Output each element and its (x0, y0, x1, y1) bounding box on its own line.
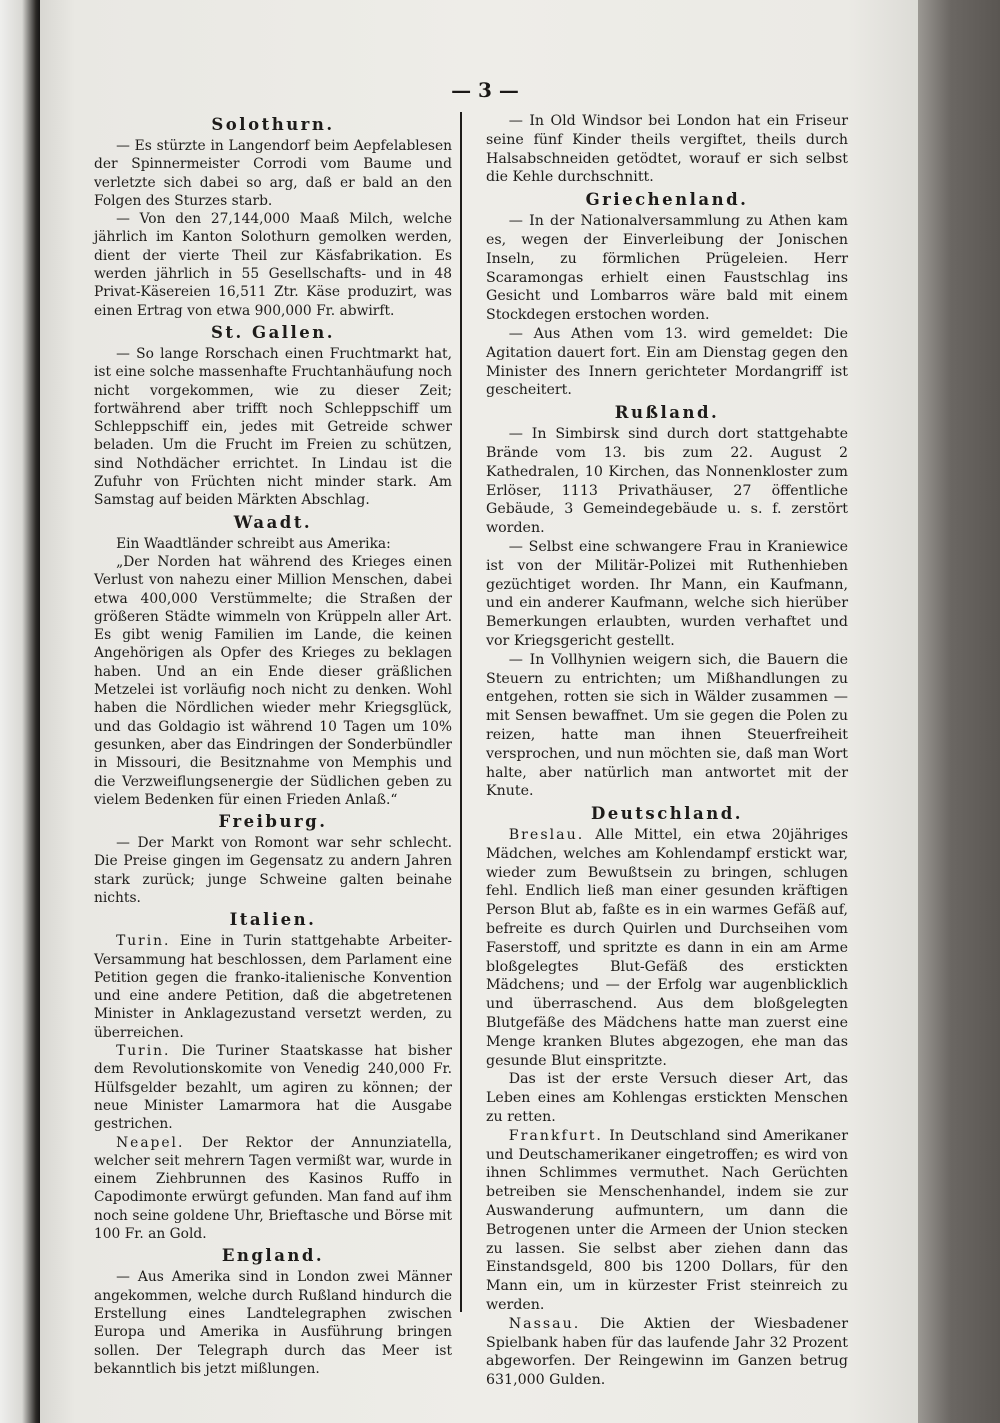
paragraph-text: Ein Waadtländer schreibt aus Amerika: (116, 535, 391, 552)
section-heading: Deutschland. (591, 804, 743, 824)
scan-right-margin (918, 0, 1000, 1423)
paragraph-text: — Es stürzte in Langendorf beim Aepfelablesen der Spinnermeister Corrodi vom Baume und verletzte sich dabei so arg, daß er bald an den Folgen des Sturzes starb. (94, 138, 452, 209)
paragraph-text: — In Simbirsk sind durch dort stattgehabte Brände vom 13. bis zum 22. August 2 Kathedralen, 10 Kirchen, das Nonnenkloster zum Erlöser, 1113 Privathäuser, 27 öffentliche Gebäude, 3 Gemeindegebäude u. s. f. zerstört worden. (486, 426, 848, 537)
paragraph-text: — In der Nationalversammlung zu Athen kam es, wegen der Einverleibung der Jonischen Inseln, zu förmlichen Prügeleien. Herr Scaramongas erhielt einen Faustschlag ins Gesicht und Lombarros wäre bald mit einem Stockdegen erstochen worden. (486, 213, 848, 324)
paragraph-text: — Der Markt von Romont war sehr schlecht. Die Preise gingen im Gegensatz zu andern Jahren stark zurück; junge Schweine galten beinahe nichts. (94, 835, 452, 906)
paragraph-text: — Selbst eine schwangere Frau in Kraniewice ist von der Militär-Polizei mit Ruthenhieben gezüchtiget worden. Ihr Mann, ein Kaufmann, und ein anderer Kaufmann, welche sich hierüber Bemerkungen erlaubten, wurden verhaftet und vor Kriegsgericht gestellt. (486, 538, 848, 649)
section-heading: England. (221, 1246, 325, 1266)
section-heading: Freiburg. (218, 812, 328, 832)
paragraph-text: — In Old Windsor bei London hat ein Friseur seine fünf Kinder theils vergiftet, theils durch Halsabschneiden getödtet, worauf er sich selbst die Kehle durchschnitt. (486, 113, 848, 186)
paragraph-text: Die Aktien der Wiesbadener Spielbank haben für das laufende Jahr 32 Prozent abgeworfen. Der Reingewinn im Ganzen betrug 631,000 Gulden. (486, 1315, 848, 1389)
article-paragraph (94, 1268, 452, 1378)
scan-binding-edge (0, 0, 40, 1423)
right-column (486, 112, 848, 1390)
dateline: Nassau. (508, 1315, 581, 1332)
article-paragraph (486, 1070, 848, 1126)
left-column (94, 112, 452, 1378)
page-number: — 3 — (451, 78, 519, 102)
article-paragraph (94, 535, 452, 553)
section-heading: Griechenland. (585, 190, 749, 210)
dateline: Neapel. (116, 1134, 185, 1151)
paragraph-text: Das ist der erste Versuch dieser Art, das Leben eines am Kohlengas erstickten Menschen zu retten. (486, 1071, 848, 1126)
dateline: Breslau. (508, 827, 585, 844)
paragraph-text: — Aus Athen vom 13. wird gemeldet: Die Agitation dauert fort. Ein am Dienstag gegen den Minister des Innern gerichteter Mordangriff ist gescheitert. (486, 325, 848, 399)
dateline: Turin. (116, 1043, 171, 1060)
article-paragraph (94, 1042, 452, 1133)
column-divider (460, 112, 462, 1312)
article-paragraph (94, 137, 452, 210)
paragraph-text: „Der Norden hat während des Krieges einen Verlust von nahezu einer Million Menschen, dabei etwa 400,000 Verstümmelte; die Straßen der größeren Städte wimmeln von Krüppeln aller Art. Es gibt wenig Familien im Lande, die keinen Angehörigen als Opfer des Krieges zu beklagen haben. Und an ein Ende dieser gräßlichen Metzelei ist vorläufig noch nicht zu denken. Wohl haben die Nördlichen wieder mehr Kriegsglück, und das Goldagio ist während 10 Tagen um 10% gesunken, aber das Eindringen der Sonderbündler in Missouri, die Besitznahme von Memphis und die Verzweiflungsenergie der Südlichen geben zu vielem Bedenken für einen Frieden Anlaß.“ (94, 553, 452, 808)
article-paragraph (486, 325, 848, 400)
article-paragraph (94, 834, 452, 907)
article-paragraph (486, 538, 848, 651)
article-paragraph (94, 345, 452, 510)
paragraph-text: Die Turiner Staatskasse hat bisher dem Revolutionskomite von Venedig 240,000 Fr. Hülfsgelder bezahlt, um agiren zu können; der neue Minister Lamarmora hat die Ausgabe gestrichen. (94, 1043, 452, 1133)
article-paragraph (486, 212, 848, 325)
article-paragraph (486, 1315, 848, 1390)
dateline: Turin. (116, 933, 171, 950)
paragraph-text: — In Vollhynien weigern sich, die Bauern die Steuern zu entrichten; um Mißhandlungen zu entgehen, rotten sie sich in Wälder zusammen — mit Sensen bewaffnet. Um sie gegen die Polen zu reizen, hatte man ihnen Steuerfreiheit versprochen, und nun möchten sie, daß man Wort halte, aber natürlich man antwortet mit der Knute. (486, 651, 848, 800)
article-paragraph (486, 112, 848, 187)
paragraph-text: — So lange Rorschach einen Fruchtmarkt hat, ist eine solche massenhafte Fruchtanhäufung noch nicht vorgekommen, wie zu dieser Zeit; fortwährend aber trifft noch Schleppschiff um Schleppschiff ein, jedes mit Getreide schwer beladen. Um die Frucht im Freien zu schützen, sind Nothdächer errichtet. In Lindau ist die Zufuhr von Früchten nicht minder stark. Am Samstag auf beiden Märkten Abschlag. (94, 345, 452, 509)
section-heading: St. Gallen. (210, 322, 336, 342)
paragraph-text: Eine in Turin stattgehabte Arbeiter-Versammung hat beschlossen, dem Parlament eine Petition gegen die franko-italienische Konvention und eine andere Petition, daß die abgetretenen Minister in Anklagezustand versetzt werden, zu überreichen. (94, 933, 452, 1041)
section-heading: Rußland. (614, 403, 720, 423)
article-paragraph (94, 553, 452, 809)
section-heading: Waadt. (233, 512, 313, 532)
section-heading: Solothurn. (211, 115, 335, 134)
article-paragraph (486, 826, 848, 1070)
article-paragraph (486, 1127, 848, 1315)
article-paragraph (94, 1134, 452, 1244)
paragraph-text: — Von den 27,144,000 Maaß Milch, welche jährlich im Kanton Solothurn gemolken werden, dient der vierte Theil zur Käsfabrikation. Es werden jährlich in 55 Gesellschafts- und in 48 Privat-Käsereien 16,511 Ztr. Käse produzirt, was einen Ertrag von etwa 900,000 Fr. abwirft. (94, 211, 452, 319)
article-paragraph (94, 932, 452, 1042)
article-paragraph (94, 210, 452, 320)
article-paragraph (486, 425, 848, 538)
paragraph-text: Der Rektor der Annunziatella, welcher seit mehrern Tagen vermißt war, wurde in einem Ziehbrunnen des Kasinos Ruffo in Capodimonte erwürgt gefunden. Man fand auf ihm noch seine goldene Uhr, Brieftasche und Börse mit 100 Fr. an Gold. (94, 1134, 452, 1243)
section-heading: Italien. (229, 910, 317, 930)
paragraph-text: Alle Mittel, ein etwa 20jähriges Mädchen, welches am Kohlendampf erstickt war, wieder zum Bewußtsein zu bringen, schlugen fehl. Endlich ließ man einer gesunden kräftigen Person Blut ab, faßte es in ein warmes Gefäß auf, befreite es durch Quirlen und Durchseihen vom Faserstoff, und spritzte es dann in ein am Arme bloßgelegtes Blut-Gefäß des erstickten Mädchens; und — der Erfolg war augenblicklich und überraschend. Aus dem bloßgelegten Blutgefäße des Mädchens hatte man zuerst eine Menge kranken Blutes abgezogen, ehe man das gesunde Blut einspritzte. (486, 827, 848, 1069)
article-paragraph (486, 651, 848, 801)
paragraph-text: — Aus Amerika sind in London zwei Männer angekommen, welche durch Rußland hindurch die Erstellung eines Landtelegraphen zwischen Europa und Amerika in Ausführung bringen sollen. Der Telegraph durch das Meer ist bekanntlich bis jetzt mißlungen. (94, 1269, 452, 1377)
paragraph-text: In Deutschland sind Amerikaner und Deutschamerikaner eingetroffen; es wird von ihnen Schlimmes vermuthet. Nach Gerüchten betreiben sie Menschenhandel, indem sie zur Auswanderung aufmuntern, um dann die Betrogenen unter die Armeen der Union stecken zu lassen. Sie selbst aber ziehen dann das Einstandsgeld, 800 bis 1200 Dollars, für den Mann ein, um in kürzester Frist steinreich zu werden. (486, 1127, 848, 1314)
dateline: Frankfurt. (508, 1127, 603, 1144)
